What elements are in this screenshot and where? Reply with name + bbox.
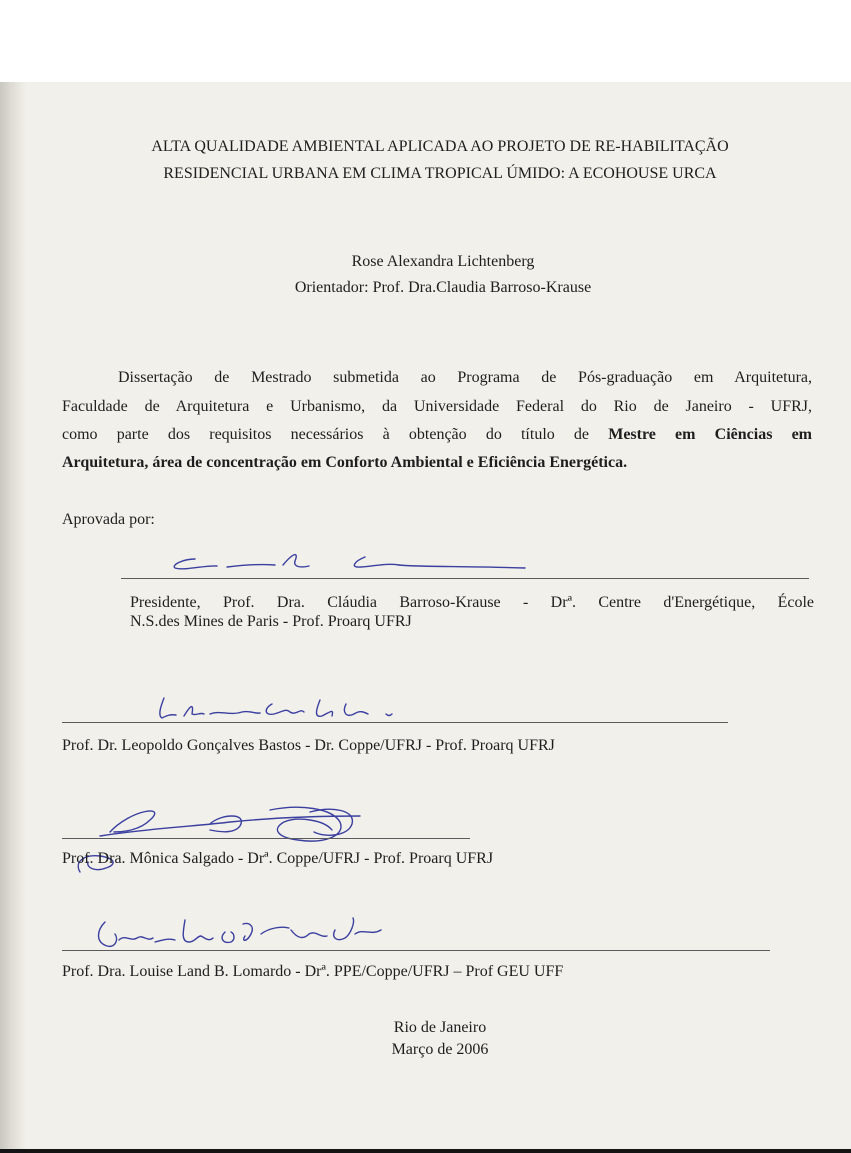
title-line-2: RESIDENCIAL URBANA EM CLIMA TROPICAL ÚMIDO: A ECOHOUSE URCA [163,165,717,182]
abstract-line-4 [62,453,627,473]
abstract-line-3-plain: como parte dos requisitos necessários à obtenção do título de [62,426,590,443]
scan-bottom-border [0,1149,851,1153]
signature-president-icon [165,545,535,580]
signature-monica-icon [70,802,450,882]
examiner-3-line-1: Prof. Dra. Mônica Salgado - Drª. Coppe/UFRJ - Prof. Proarq UFRJ [62,850,494,867]
date: Março de 2006 [391,1041,489,1058]
author-name: Rose Alexandra Lichtenberg [351,253,535,270]
examiner-4-line-1: Prof. Dra. Louise Land B. Lomardo - Drª. PPE/Coppe/UFRJ – Prof GEU UFF [62,963,564,980]
abstract-line-3-bold: Mestre em Ciências em [608,426,813,443]
signature-leopoldo-icon [150,690,440,726]
abstract-line-2: Faculdade de Arquitetura e Urbanismo, da Universidade Federal do Rio de Janeiro - UFRJ, [62,398,812,415]
scanned-page [0,82,851,1149]
signature-line-3 [62,838,470,839]
abstract-line-3 [62,425,812,445]
scan-shadow-edge [0,82,26,1149]
abstract-line-1: Dissertação de Mestrado submetida ao Programa de Pós-graduação em Arquitetura, [118,369,812,386]
signature-line-4 [62,950,770,951]
title-line-1: ALTA QUALIDADE AMBIENTAL APLICADA AO PROJETO DE RE-HABILITAÇÃO [151,138,729,155]
advisor-line: Orientador: Prof. Dra.Claudia Barroso-Krause [294,279,592,296]
signature-line-1 [121,578,809,579]
examiner-2-line-1: Prof. Dr. Leopoldo Gonçalves Bastos - Dr. Coppe/UFRJ - Prof. Proarq UFRJ [62,737,555,754]
approved-by-label: Aprovada por: [62,511,155,528]
signature-line-2 [62,722,728,723]
examiner-1-line-2: N.S.des Mines de Paris - Prof. Proarq UFRJ [130,613,412,630]
place: Rio de Janeiro [393,1019,487,1036]
examiner-1-line-1: Presidente, Prof. Dra. Cláudia Barroso-Krause - Drª. Centre d'Energétique, École [130,594,814,611]
signature-louise-icon [85,912,395,954]
abstract-line-4-bold: Arquitetura, área de concentração em Conforto Ambiental e Eficiência Energética. [62,454,628,471]
